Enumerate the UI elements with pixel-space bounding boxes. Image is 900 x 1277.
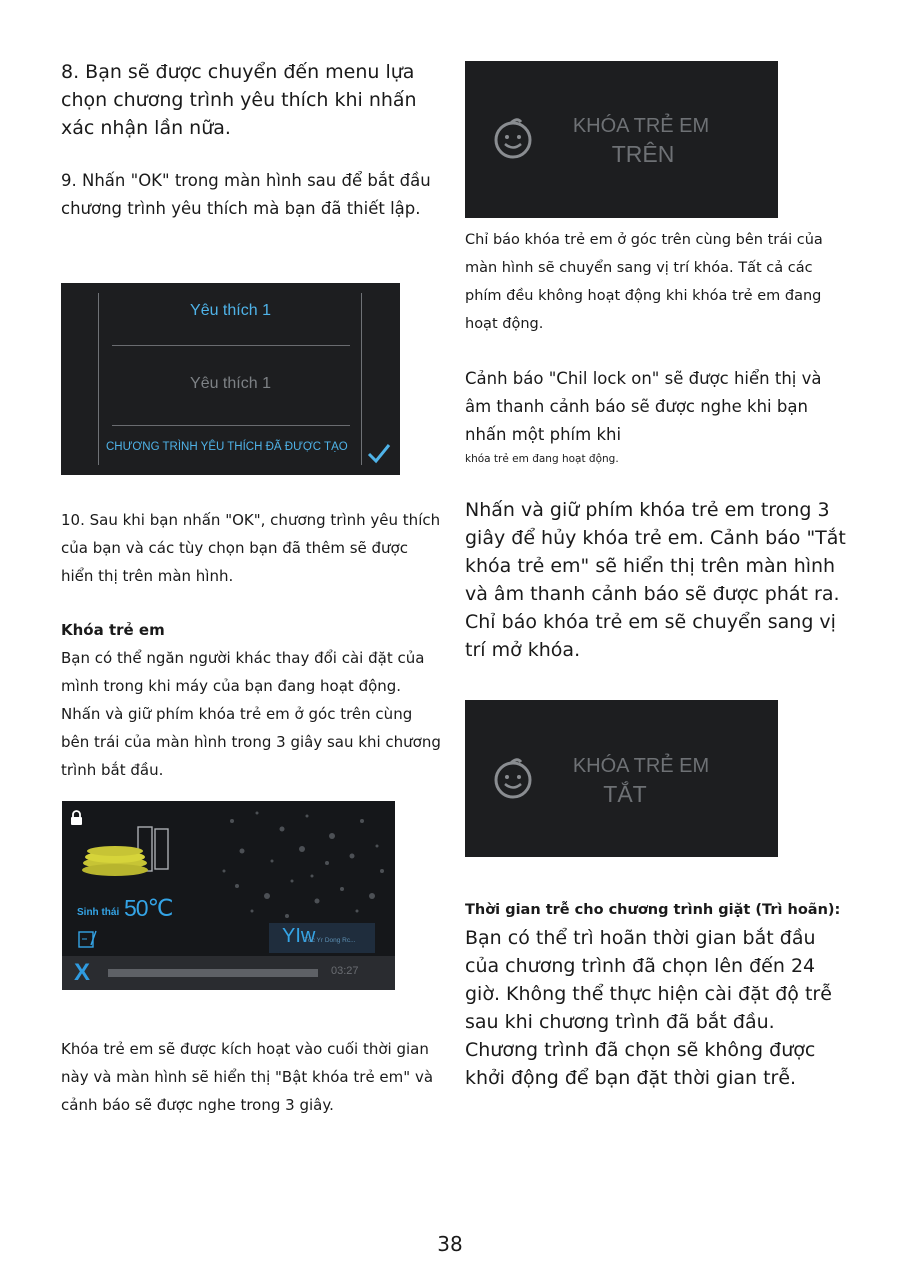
dishes-icon <box>80 825 175 883</box>
left-column-lower <box>61 506 441 784</box>
page-number: 38 <box>437 1232 463 1256</box>
child-face-icon <box>491 116 535 160</box>
favourite-created-status: CHƯƠNG TRÌNH YÊU THÍCH ĐÃ ĐƯỢC TẠO <box>106 441 348 453</box>
eco-program-label: Sinh thái <box>77 907 120 918</box>
left-column <box>61 58 441 223</box>
right-column-upper <box>465 226 850 664</box>
lock-cancel-text: Nhấn và giữ phím khóa trẻ em trong 3 giây để hủy khóa trẻ em. Cảnh báo "Tắt khóa trẻ em" sẽ hiển thị trên màn hình và âm thanh cảnh báo sẽ được phát ra. Chỉ báo khóa trẻ em sẽ chuyển sang vị trí mở khóa. <box>465 499 846 661</box>
separator-line <box>112 425 350 426</box>
bubbles-image <box>212 801 395 926</box>
option-symbol: YIw <box>282 925 316 947</box>
lock-warning-text: Cảnh báo "Chil lock on" sẽ được hiển thị và âm thanh cảnh báo sẽ được nghe khi bạn nhấn một phím khi <box>465 369 822 444</box>
lock-on-line1: KHÓA TRẺ EM <box>572 115 710 137</box>
lock-off-line2: TẮT <box>603 781 647 807</box>
wash-program-screen <box>62 801 395 990</box>
lock-indicator-text: Chỉ báo khóa trẻ em ở góc trên cùng bên trái của màn hình sẽ chuyển sang vị trí khóa. Tất cả các phím đều không hoạt động khi khóa trẻ em đang hoạt động. <box>465 232 823 332</box>
lock-warning-small: khóa trẻ em đang hoạt động. <box>465 453 619 465</box>
lock-on-line2: TRÊN <box>611 141 675 167</box>
temperature-value: 50℃ <box>124 895 173 921</box>
delay-body: Bạn có thể trì hoãn thời gian bắt đầu của chương trình đã chọn lên đến 24 giờ. Không thể thực hiện cài đặt độ trễ sau khi chương trình đã bắt đầu. Chương trình đã chọn sẽ không được khởi động để bạn đặt thời gian trễ. <box>465 927 832 1089</box>
cancel-button[interactable]: X <box>74 959 91 986</box>
step-10-text: 10. Sau khi bạn nhấn "OK", chương trình yêu thích của bạn và các tùy chọn bạn đã thêm sẽ được hiển thị trên màn hình. <box>61 511 441 585</box>
detergent-icon <box>77 929 97 949</box>
right-column-lower <box>465 896 850 1092</box>
option-label: Tốc Yr Dong Rc... <box>304 937 356 944</box>
delay-heading: Thời gian trễ cho chương trình giặt (Trì hoãn): <box>465 902 841 918</box>
progress-bar <box>108 969 318 977</box>
remaining-time: 03:27 <box>331 965 359 977</box>
child-lock-heading: Khóa trẻ em <box>61 621 165 639</box>
checkmark-icon <box>367 441 391 465</box>
child-lock-off-screen <box>465 700 778 857</box>
child-lock-body: Bạn có thể ngăn người khác thay đổi cài đặt của mình trong khi máy của bạn đang hoạt động. Nhấn và giữ phím khóa trẻ em ở góc trên cùng bên trái của màn hình trong 3 giây sau khi chương trình bắt đầu. <box>61 649 441 779</box>
step-8-text: 8. Bạn sẽ được chuyển đến menu lựa chọn chương trình yêu thích khi nhấn xác nhận lần nữa. <box>61 61 417 139</box>
favourite-program-screen <box>61 283 400 475</box>
padlock-icon[interactable] <box>70 810 83 825</box>
left-column-bottom <box>61 1035 441 1119</box>
child-lock-on-screen <box>465 61 778 218</box>
step-9-text: 9. Nhấn "OK" trong màn hình sau để bắt đầu chương trình yêu thích mà bạn đã thiết lập. <box>61 171 431 218</box>
child-lock-end-text: Khóa trẻ em sẽ được kích hoạt vào cuối thời gian này và màn hình sẽ hiển thị "Bật khóa trẻ em" và cảnh báo sẽ được nghe trong 3 giây. <box>61 1040 434 1114</box>
separator-line <box>112 345 350 346</box>
favourite-item-selected: Yêu thích 1 <box>190 302 271 319</box>
favourite-item-dim: Yêu thích 1 <box>190 375 271 392</box>
lock-off-line1: KHÓA TRẺ EM <box>572 755 710 777</box>
